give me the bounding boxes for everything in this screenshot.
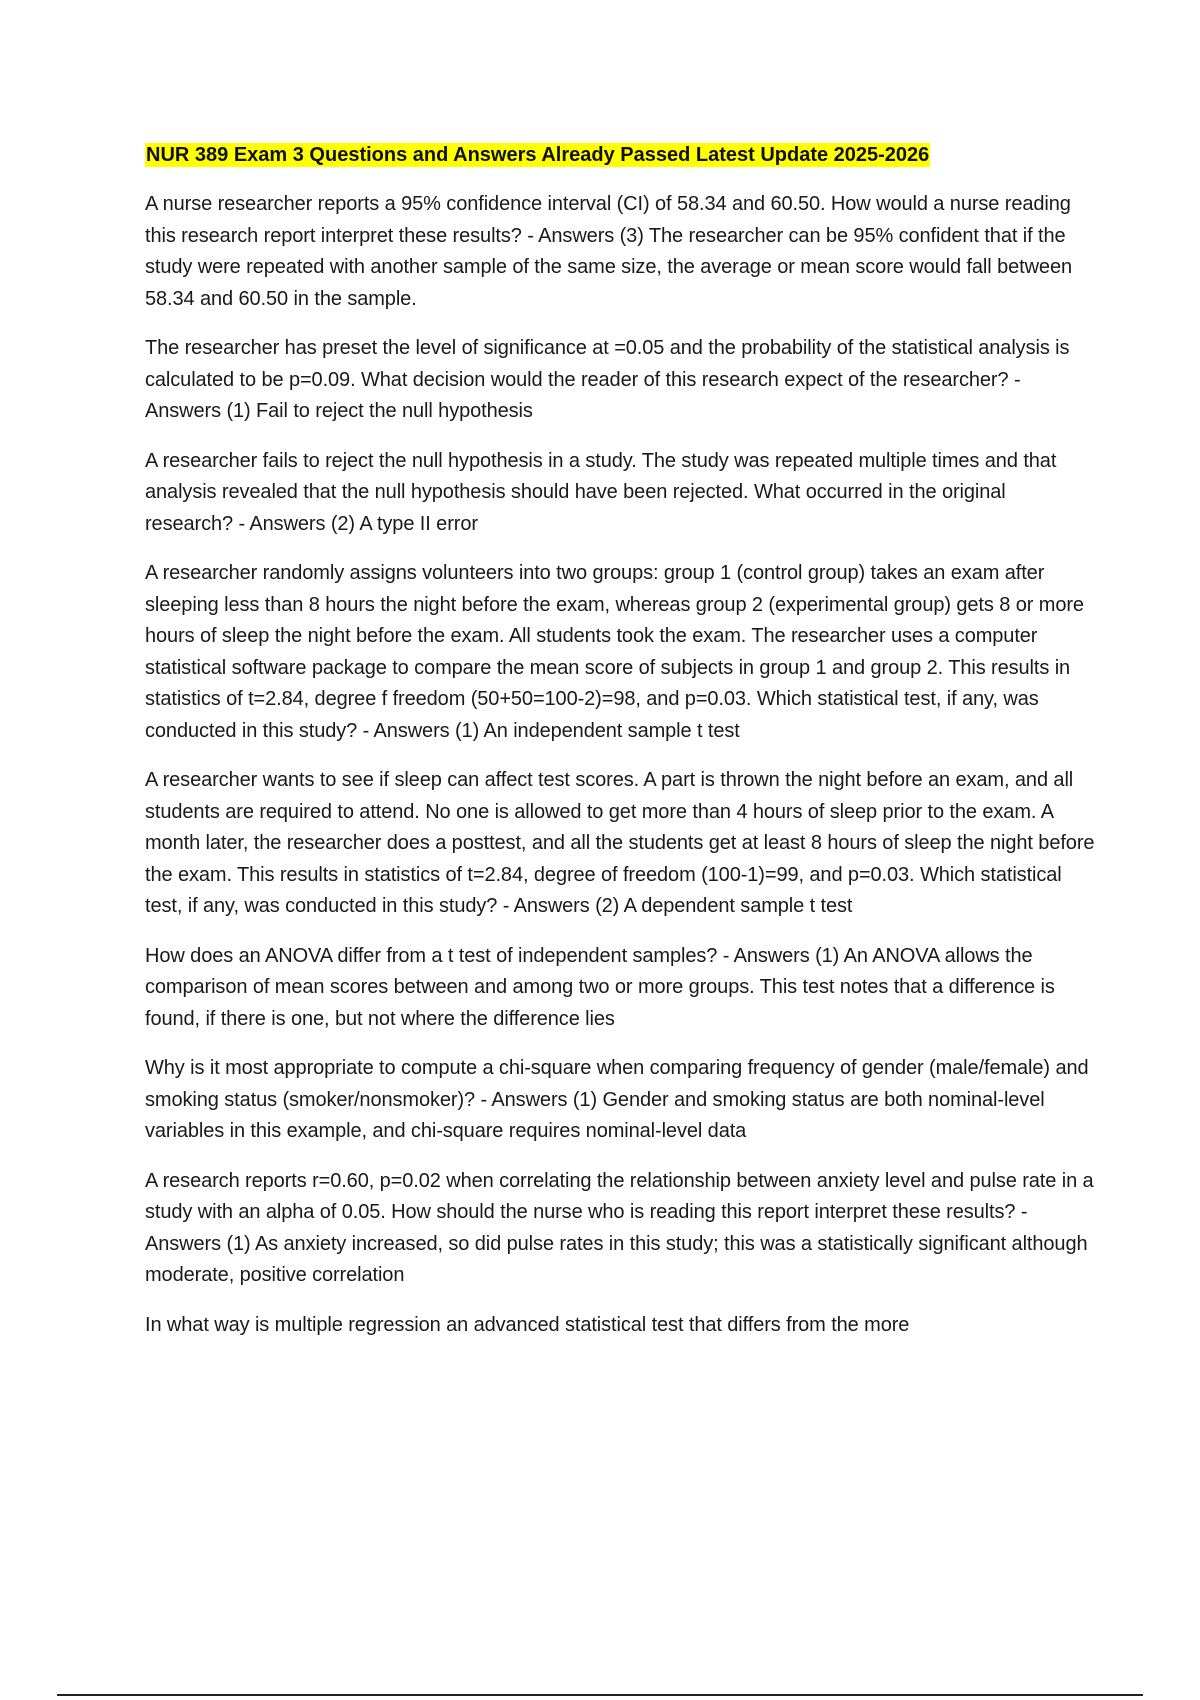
qa-item: In what way is multiple regression an advanced statistical test that differs from the more xyxy=(145,1313,910,1336)
footer-divider xyxy=(57,1694,1143,1696)
document-title: NUR 389 Exam 3 Questions and Answers Already Passed Latest Update 2025-2026 xyxy=(146,144,930,166)
qa-item: Why is it most appropriate to compute a chi-square when comparing frequency of gender (male/female) and smoking status (smoker/nonsmoker)? - Answers (1) Gender and smoking status are both nominal-level variables in this example, and chi-square requires nominal-level data xyxy=(145,1057,1089,1142)
qa-item: The researcher has preset the level of significance at =0.05 and the probability of the statistical analysis is calculated to be p=0.09. What decision would the reader of this research expect of the researcher? - Answers (1) Fail to reject the null hypothesis xyxy=(145,337,1070,422)
qa-item: How does an ANOVA differ from a t test of independent samples? - Answers (1) An ANOVA allows the comparison of mean scores between and among two or more groups. This test notes that a difference is found, if there is one, but not where the difference lies xyxy=(145,944,1055,1030)
document-body xyxy=(145,140,1095,1359)
qa-item: A researcher wants to see if sleep can affect test scores. A part is thrown the night before an exam, and all students are required to attend. No one is allowed to get more than 4 hours of sleep prior to the exam. A month later, the researcher does a posttest, and all the students get at least 8 hours of sleep the night before the exam. This results in statistics of t=2.84, degree of freedom (100-1)=99, and p=0.03. Which statistical test, if any, was conducted in this study? - Answers (2) A dependent sample t test xyxy=(145,769,1095,917)
qa-item: A researcher fails to reject the null hypothesis in a study. The study was repeated multiple times and that analysis revealed that the null hypothesis should have been rejected. What occurred in the original research? - Answers (2) A type II error xyxy=(145,449,1057,535)
qa-item: A researcher randomly assigns volunteers into two groups: group 1 (control group) takes an exam after sleeping less than 8 hours the night before the exam, whereas group 2 (experimental group) gets 8 or more hours of sleep the night before the exam. All students took the exam. The researcher uses a computer statistical software package to compare the mean score of subjects in group 1 and group 2. This results in statistics of t=2.84, degree f freedom (50+50=100-2)=98, and p=0.03. Which statistical test, if any, was conducted in this study? - Answers (1) An independent sample t test xyxy=(145,562,1084,742)
qa-item: A nurse researcher reports a 95% confidence interval (CI) of 58.34 and 60.50. How would a nurse reading this research report interpret these results? - Answers (3) The researcher can be 95% confident that if the study were repeated with another sample of the same size, the average or mean score would fall between 58.34 and 60.50 in the sample. xyxy=(145,193,1072,310)
qa-item: A research reports r=0.60, p=0.02 when correlating the relationship between anxiety level and pulse rate in a study with an alpha of 0.05. How should the nurse who is reading this report interpret these results? - Answers (1) As anxiety increased, so did pulse rates in this study; this was a statistically significant although moderate, positive correlation xyxy=(145,1169,1094,1286)
document-title-wrap xyxy=(145,140,1095,172)
